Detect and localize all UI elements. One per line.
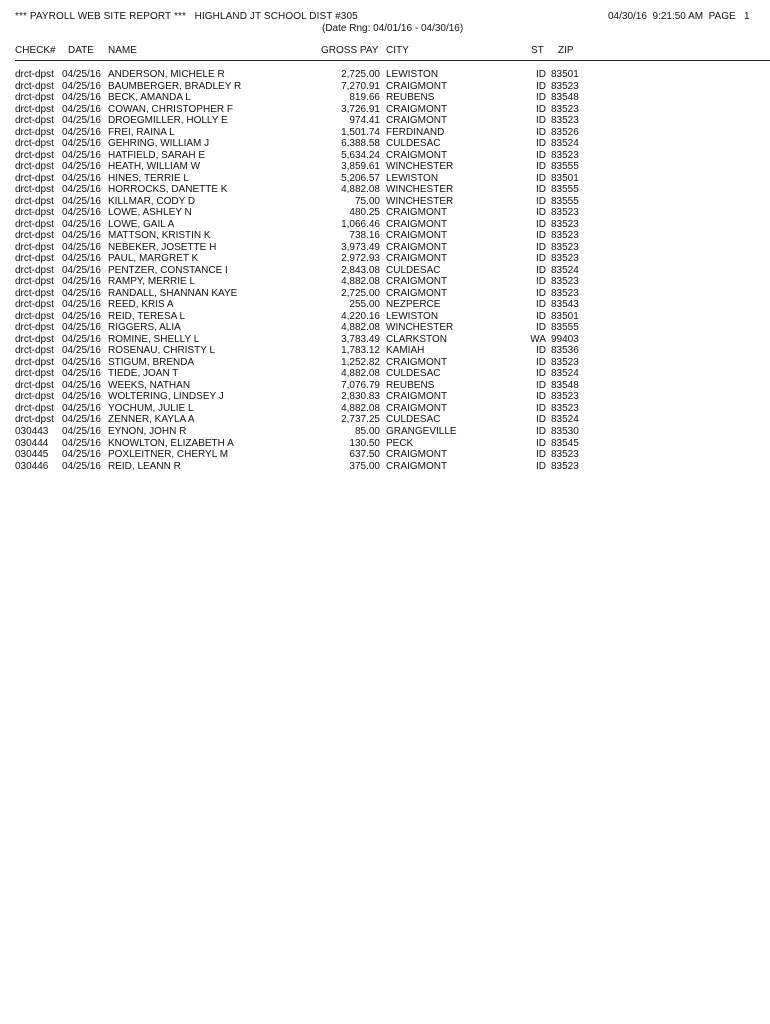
cell-check-number: drct-dpst [15, 414, 54, 426]
cell-date: 04/25/16 [62, 437, 101, 449]
table-row [0, 230, 770, 242]
table-row [0, 104, 770, 116]
cell-zip: 83523 [551, 80, 579, 92]
cell-check-number: drct-dpst [15, 276, 54, 288]
cell-gross-pay: 75.00 [354, 195, 380, 207]
cell-name: BAUMBERGER, BRADLEY R [108, 80, 242, 92]
cell-date: 04/25/16 [62, 195, 101, 207]
cell-state: ID [536, 276, 546, 288]
cell-name: ANDERSON, MICHELE R [108, 69, 225, 80]
cell-gross-pay: 85.00 [354, 425, 380, 437]
table-row [0, 322, 770, 334]
cell-state: ID [536, 92, 546, 104]
cell-zip: 83523 [551, 391, 579, 403]
cell-name: HORROCKS, DANETTE K [108, 184, 228, 196]
cell-gross-pay: 4,882.08 [341, 402, 380, 414]
cell-date: 04/25/16 [62, 449, 101, 461]
cell-city: KAMIAH [386, 345, 425, 357]
cell-name: RIGGERS, ALIA [108, 322, 181, 334]
cell-date: 04/25/16 [62, 184, 101, 196]
column-header-zip: ZIP [558, 45, 574, 56]
cell-name: POXLEITNER, CHERYL M [108, 449, 229, 461]
cell-check-number: drct-dpst [15, 333, 54, 345]
cell-check-number: drct-dpst [15, 69, 54, 80]
cell-gross-pay: 5,634.24 [341, 149, 380, 161]
cell-date: 04/25/16 [62, 92, 101, 104]
cell-zip: 83523 [551, 449, 579, 461]
column-header-st: ST [531, 45, 544, 56]
cell-date: 04/25/16 [62, 230, 101, 242]
cell-zip: 83523 [551, 460, 579, 472]
cell-gross-pay: 2,830.83 [341, 391, 380, 403]
cell-zip: 83523 [551, 276, 579, 288]
cell-zip: 83524 [551, 138, 579, 150]
column-header-city: CITY [386, 45, 409, 56]
cell-name: HINES, TERRIE L [108, 172, 189, 184]
cell-name: FREI, RAINA L [108, 126, 175, 138]
cell-check-number: drct-dpst [15, 287, 54, 299]
cell-city: FERDINAND [386, 126, 445, 138]
cell-name: TIEDE, JOAN T [108, 368, 179, 380]
cell-gross-pay: 7,270.91 [341, 80, 380, 92]
cell-name: LOWE, ASHLEY N [108, 207, 192, 219]
cell-name: HEATH, WILLIAM W [108, 161, 201, 173]
table-row [0, 368, 770, 380]
cell-check-number: drct-dpst [15, 172, 54, 184]
cell-date: 04/25/16 [62, 333, 101, 345]
cell-date: 04/25/16 [62, 460, 101, 472]
cell-date: 04/25/16 [62, 80, 101, 92]
cell-gross-pay: 2,737.25 [341, 414, 380, 426]
column-header-name: NAME [108, 45, 137, 56]
report-rows [0, 69, 770, 472]
cell-check-number: 030445 [15, 449, 49, 461]
cell-city: NEZPERCE [386, 299, 441, 311]
cell-name: REID, LEANN R [108, 460, 181, 472]
table-row [0, 265, 770, 277]
table-row [0, 81, 770, 93]
table-row [0, 311, 770, 323]
cell-city: CRAIGMONT [386, 149, 448, 161]
table-row [0, 115, 770, 127]
cell-date: 04/25/16 [62, 264, 101, 276]
cell-check-number: drct-dpst [15, 368, 54, 380]
cell-zip: 83526 [551, 126, 579, 138]
cell-zip: 83523 [551, 287, 579, 299]
table-row [0, 69, 770, 81]
cell-zip: 83555 [551, 161, 579, 173]
table-row [0, 461, 770, 473]
cell-date: 04/25/16 [62, 103, 101, 115]
table-row [0, 276, 770, 288]
cell-gross-pay: 1,252.82 [341, 356, 380, 368]
cell-state: ID [536, 161, 546, 173]
cell-gross-pay: 2,843.08 [341, 264, 380, 276]
table-row [0, 345, 770, 357]
date-range: (Date Rng: 04/01/16 - 04/30/16) [322, 23, 464, 34]
cell-date: 04/25/16 [62, 299, 101, 311]
cell-date: 04/25/16 [62, 402, 101, 414]
cell-gross-pay: 480.25 [349, 207, 380, 219]
cell-check-number: drct-dpst [15, 149, 54, 161]
table-row [0, 92, 770, 104]
cell-date: 04/25/16 [62, 253, 101, 265]
cell-state: ID [536, 402, 546, 414]
cell-city: CLARKSTON [386, 333, 447, 345]
table-row [0, 127, 770, 139]
cell-state: ID [536, 345, 546, 357]
report-title: *** PAYROLL WEB SITE REPORT *** HIGHLAND JT SCHOOL DIST #305 [15, 11, 358, 22]
cell-check-number: drct-dpst [15, 103, 54, 115]
table-row [0, 403, 770, 415]
cell-date: 04/25/16 [62, 391, 101, 403]
cell-city: CRAIGMONT [386, 253, 448, 265]
cell-check-number: drct-dpst [15, 310, 54, 322]
cell-state: ID [536, 437, 546, 449]
cell-state: ID [536, 69, 546, 80]
cell-name: ROSENAU, CHRISTY L [108, 345, 216, 357]
cell-city: CULDESAC [386, 264, 441, 276]
cell-city: REUBENS [386, 379, 435, 391]
table-row [0, 173, 770, 185]
column-header-date: DATE [68, 45, 94, 56]
cell-check-number: drct-dpst [15, 241, 54, 253]
cell-state: ID [536, 379, 546, 391]
cell-city: CRAIGMONT [386, 287, 448, 299]
cell-city: CRAIGMONT [386, 241, 448, 253]
cell-name: REID, TERESA L [108, 310, 186, 322]
cell-check-number: drct-dpst [15, 299, 54, 311]
cell-city: PECK [386, 437, 414, 449]
cell-state: ID [536, 425, 546, 437]
cell-check-number: drct-dpst [15, 402, 54, 414]
cell-gross-pay: 7,076.79 [341, 379, 380, 391]
cell-name: RANDALL, SHANNAN KAYE [108, 287, 238, 299]
cell-date: 04/25/16 [62, 126, 101, 138]
cell-date: 04/25/16 [62, 322, 101, 334]
cell-check-number: drct-dpst [15, 195, 54, 207]
cell-name: KNOWLTON, ELIZABETH A [108, 437, 234, 449]
cell-city: WINCHESTER [386, 161, 454, 173]
cell-name: ZENNER, KAYLA A [108, 414, 195, 426]
cell-date: 04/25/16 [62, 241, 101, 253]
cell-state: ID [536, 230, 546, 242]
cell-gross-pay: 4,220.16 [341, 310, 380, 322]
table-row [0, 438, 770, 450]
cell-check-number: drct-dpst [15, 253, 54, 265]
header-divider [15, 60, 770, 61]
cell-check-number: drct-dpst [15, 379, 54, 391]
cell-zip: 99403 [551, 333, 579, 345]
cell-state: ID [536, 368, 546, 380]
cell-gross-pay: 4,882.08 [341, 184, 380, 196]
cell-city: CRAIGMONT [386, 103, 448, 115]
cell-gross-pay: 255.00 [349, 299, 380, 311]
cell-city: CRAIGMONT [386, 218, 448, 230]
table-row [0, 299, 770, 311]
cell-check-number: drct-dpst [15, 207, 54, 219]
cell-zip: 83536 [551, 345, 579, 357]
table-row [0, 334, 770, 346]
cell-date: 04/25/16 [62, 218, 101, 230]
cell-zip: 83545 [551, 437, 579, 449]
cell-city: CRAIGMONT [386, 402, 448, 414]
table-row [0, 414, 770, 426]
cell-city: CRAIGMONT [386, 80, 448, 92]
cell-city: WINCHESTER [386, 195, 454, 207]
table-row [0, 288, 770, 300]
cell-date: 04/25/16 [62, 69, 101, 80]
cell-state: ID [536, 241, 546, 253]
table-row [0, 161, 770, 173]
cell-check-number: drct-dpst [15, 356, 54, 368]
cell-check-number: drct-dpst [15, 345, 54, 357]
cell-date: 04/25/16 [62, 161, 101, 173]
cell-city: CRAIGMONT [386, 276, 448, 288]
cell-state: ID [536, 126, 546, 138]
cell-date: 04/25/16 [62, 345, 101, 357]
cell-state: ID [536, 460, 546, 472]
table-row [0, 391, 770, 403]
cell-state: ID [536, 299, 546, 311]
cell-state: ID [536, 207, 546, 219]
table-row [0, 207, 770, 219]
cell-check-number: drct-dpst [15, 126, 54, 138]
cell-date: 04/25/16 [62, 414, 101, 426]
cell-zip: 83523 [551, 115, 579, 127]
cell-date: 04/25/16 [62, 276, 101, 288]
cell-zip: 83523 [551, 218, 579, 230]
cell-date: 04/25/16 [62, 356, 101, 368]
cell-state: ID [536, 287, 546, 299]
cell-zip: 83523 [551, 402, 579, 414]
cell-state: ID [536, 414, 546, 426]
cell-city: WINCHESTER [386, 322, 454, 334]
cell-city: CRAIGMONT [386, 115, 448, 127]
cell-gross-pay: 1,501.74 [341, 126, 380, 138]
cell-name: KILLMAR, CODY D [108, 195, 196, 207]
cell-state: ID [536, 356, 546, 368]
cell-name: REED, KRIS A [108, 299, 174, 311]
cell-city: CULDESAC [386, 368, 441, 380]
cell-name: DROEGMILLER, HOLLY E [108, 115, 228, 127]
column-header-gross-pay: GROSS PAY [321, 45, 379, 56]
cell-date: 04/25/16 [62, 310, 101, 322]
cell-zip: 83524 [551, 414, 579, 426]
cell-name: LOWE, GAIL A [108, 218, 175, 230]
cell-state: ID [536, 195, 546, 207]
cell-name: NEBEKER, JOSETTE H [108, 241, 217, 253]
cell-check-number: 030444 [15, 437, 49, 449]
cell-city: LEWISTON [386, 69, 439, 80]
table-row [0, 357, 770, 369]
cell-zip: 83555 [551, 184, 579, 196]
cell-gross-pay: 738.16 [349, 230, 380, 242]
table-row [0, 253, 770, 265]
print-timestamp-page: 04/30/16 9:21:50 AM PAGE 1 [608, 11, 750, 22]
cell-name: EYNON, JOHN R [108, 425, 187, 437]
cell-check-number: 030443 [15, 425, 49, 437]
cell-gross-pay: 1,066.46 [341, 218, 380, 230]
cell-city: CULDESAC [386, 414, 441, 426]
cell-gross-pay: 4,882.08 [341, 368, 380, 380]
cell-gross-pay: 5,206.57 [341, 172, 380, 184]
table-row [0, 219, 770, 231]
cell-zip: 83523 [551, 241, 579, 253]
cell-state: ID [536, 115, 546, 127]
cell-zip: 83524 [551, 368, 579, 380]
cell-state: ID [536, 218, 546, 230]
cell-check-number: drct-dpst [15, 230, 54, 242]
cell-name: GEHRING, WILLIAM J [108, 138, 210, 150]
cell-name: WOLTERING, LINDSEY J [108, 391, 224, 403]
cell-name: ROMINE, SHELLY L [108, 333, 200, 345]
cell-name: HATFIELD, SARAH E [108, 149, 206, 161]
cell-check-number: drct-dpst [15, 115, 54, 127]
cell-gross-pay: 2,725.00 [341, 287, 380, 299]
cell-state: WA [530, 333, 546, 345]
table-row [0, 426, 770, 438]
cell-city: WINCHESTER [386, 184, 454, 196]
cell-gross-pay: 3,973.49 [341, 241, 380, 253]
cell-date: 04/25/16 [62, 115, 101, 127]
cell-city: CRAIGMONT [386, 230, 448, 242]
cell-name: MATTSON, KRISTIN K [108, 230, 211, 242]
table-row [0, 150, 770, 162]
cell-name: BECK, AMANDA L [108, 92, 191, 104]
cell-gross-pay: 3,859.61 [341, 161, 380, 173]
cell-name: PENTZER, CONSTANCE I [108, 264, 228, 276]
cell-date: 04/25/16 [62, 149, 101, 161]
cell-state: ID [536, 310, 546, 322]
cell-check-number: drct-dpst [15, 138, 54, 150]
cell-city: CRAIGMONT [386, 460, 448, 472]
cell-city: GRANGEVILLE [386, 425, 457, 437]
cell-zip: 83523 [551, 207, 579, 219]
cell-gross-pay: 4,882.08 [341, 322, 380, 334]
cell-name: YOCHUM, JULIE L [108, 402, 194, 414]
cell-date: 04/25/16 [62, 172, 101, 184]
cell-gross-pay: 4,882.08 [341, 276, 380, 288]
cell-check-number: drct-dpst [15, 322, 54, 334]
table-row [0, 449, 770, 461]
cell-zip: 83501 [551, 172, 579, 184]
cell-city: CULDESAC [386, 138, 441, 150]
cell-check-number: drct-dpst [15, 184, 54, 196]
cell-gross-pay: 819.66 [349, 92, 380, 104]
cell-date: 04/25/16 [62, 425, 101, 437]
cell-date: 04/25/16 [62, 207, 101, 219]
table-row [0, 196, 770, 208]
cell-zip: 83523 [551, 356, 579, 368]
cell-zip: 83555 [551, 322, 579, 334]
cell-check-number: drct-dpst [15, 161, 54, 173]
table-row [0, 242, 770, 254]
cell-name: PAUL, MARGRET K [108, 253, 199, 265]
cell-name: COWAN, CHRISTOPHER F [108, 103, 234, 115]
table-row [0, 184, 770, 196]
cell-gross-pay: 375.00 [349, 460, 380, 472]
cell-state: ID [536, 172, 546, 184]
cell-zip: 83501 [551, 69, 579, 80]
cell-city: CRAIGMONT [386, 207, 448, 219]
cell-gross-pay: 6,388.58 [341, 138, 380, 150]
cell-state: ID [536, 322, 546, 334]
cell-state: ID [536, 80, 546, 92]
cell-zip: 83548 [551, 92, 579, 104]
table-row [0, 138, 770, 150]
cell-name: STIGUM, BRENDA [108, 356, 195, 368]
cell-zip: 83523 [551, 253, 579, 265]
cell-check-number: drct-dpst [15, 264, 54, 276]
cell-state: ID [536, 264, 546, 276]
cell-check-number: drct-dpst [15, 218, 54, 230]
cell-zip: 83530 [551, 425, 579, 437]
cell-date: 04/25/16 [62, 379, 101, 391]
cell-city: LEWISTON [386, 310, 439, 322]
cell-state: ID [536, 253, 546, 265]
cell-check-number: drct-dpst [15, 92, 54, 104]
cell-zip: 83501 [551, 310, 579, 322]
cell-gross-pay: 1,783.12 [341, 345, 380, 357]
cell-state: ID [536, 449, 546, 461]
cell-zip: 83523 [551, 103, 579, 115]
cell-city: CRAIGMONT [386, 356, 448, 368]
cell-gross-pay: 3,783.49 [341, 333, 380, 345]
column-header-check: CHECK# [15, 45, 56, 56]
cell-gross-pay: 130.50 [349, 437, 380, 449]
cell-gross-pay: 637.50 [349, 449, 380, 461]
table-row [0, 380, 770, 392]
cell-zip: 83523 [551, 149, 579, 161]
cell-zip: 83543 [551, 299, 579, 311]
cell-name: RAMPY, MERRIE L [108, 276, 196, 288]
cell-zip: 83524 [551, 264, 579, 276]
cell-name: WEEKS, NATHAN [108, 379, 191, 391]
cell-state: ID [536, 184, 546, 196]
cell-check-number: drct-dpst [15, 391, 54, 403]
cell-state: ID [536, 149, 546, 161]
cell-zip: 83555 [551, 195, 579, 207]
cell-gross-pay: 3,726.91 [341, 103, 380, 115]
cell-date: 04/25/16 [62, 368, 101, 380]
cell-date: 04/25/16 [62, 287, 101, 299]
cell-state: ID [536, 391, 546, 403]
cell-gross-pay: 974.41 [349, 115, 380, 127]
cell-city: CRAIGMONT [386, 449, 448, 461]
cell-gross-pay: 2,972.93 [341, 253, 380, 265]
cell-city: LEWISTON [386, 172, 439, 184]
cell-state: ID [536, 138, 546, 150]
cell-gross-pay: 2,725.00 [341, 69, 380, 80]
cell-city: REUBENS [386, 92, 435, 104]
cell-state: ID [536, 103, 546, 115]
cell-date: 04/25/16 [62, 138, 101, 150]
cell-check-number: 030446 [15, 460, 49, 472]
cell-zip: 83523 [551, 230, 579, 242]
cell-check-number: drct-dpst [15, 80, 54, 92]
cell-city: CRAIGMONT [386, 391, 448, 403]
cell-zip: 83548 [551, 379, 579, 391]
